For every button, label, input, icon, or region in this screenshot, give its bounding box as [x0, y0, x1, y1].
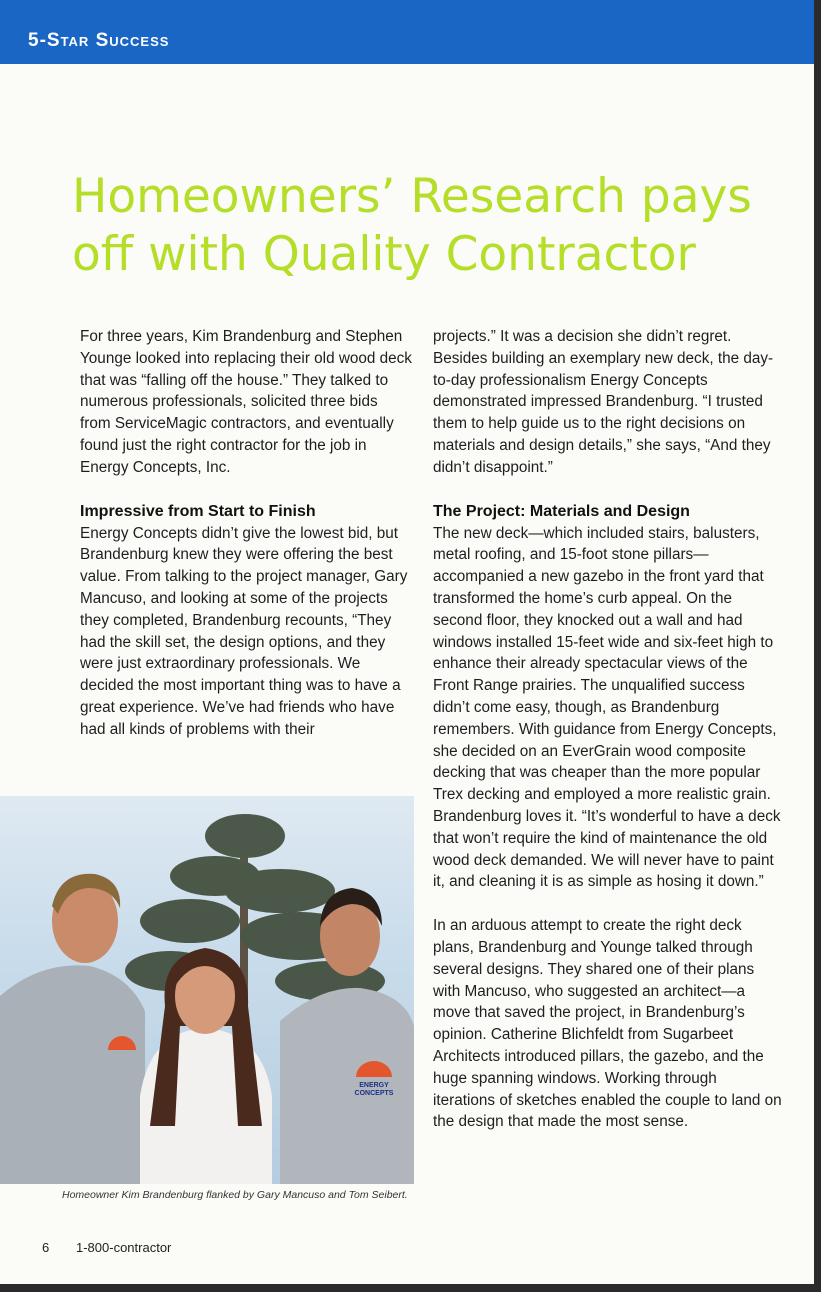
paragraph-best-value: Energy Concepts didn’t give the lowest bid, but Brandenburg knew they were offering the best value. From talking to the project manager, Gary Mancuso, and looking at some of the projects they completed, Brandenburg recounts, “They had the skill set, the design options, and they were just extraordinary professionals. We decided the most important thing was to have a great experience. We’ve had friends who have had all kinds of problems with their: [80, 524, 408, 738]
right-column: [433, 326, 783, 1133]
publication-name: 1-800-contractor: [76, 1240, 172, 1255]
page-number: 6: [42, 1240, 50, 1255]
article-headline: Homeowners’ Research pays off with Quality Contractor: [72, 169, 752, 282]
shirt-logo-text-1: ENERGY: [359, 1082, 389, 1089]
section-header-band: [0, 0, 814, 64]
section-title: 5-Star Success: [28, 30, 170, 51]
shirt-logo-text-2: CONCEPTS: [354, 1090, 394, 1097]
photo-caption: Homeowner Kim Brandenburg flanked by Gary Mancuso and Tom Seibert.: [62, 1189, 408, 1201]
subhead-materials-design: The Project: Materials and Design: [433, 502, 690, 520]
people-photo-illustration: [0, 796, 414, 1184]
paragraph-new-deck: The new deck—which included stairs, balusters, metal roofing, and 15-foot stone pillars—accompanied a new gazebo in the front yard that transformed the home’s curb appeal. On the second floor, they knocked out a wall and had windows installed 15-feet wide and six-feet high to enhance their already spectacular views of the Front Range prairies. The unqualified success didn’t come easy, though, as Brandenburg remembers. With guidance from Energy Concepts, she decided on an EverGrain wood composite decking that was cheaper than the more popular Trex decking and employed a more realistic grain. Brandenburg loves it. “It’s wonderful to have a deck that won’t require the kind of maintenance the old wood deck demanded. We will never have to paint it, and cleaning it is as simple as hosing it down.”: [433, 524, 781, 891]
intro-paragraph: For three years, Kim Brandenburg and Stephen Younge looked into replacing their old wood deck that was “falling off the house.” They talked to numerous professionals, solicited three bids from ServiceMagic contractors, and eventually found just the right contractor for the job in Energy Concepts, Inc.: [80, 328, 412, 476]
paragraph-deck-plans: In an arduous attempt to create the right deck plans, Brandenburg and Younge talked through several designs. They shared one of their plans with Mancuso, who suggested an architect—a move that saved the project, in Brandenburg’s opinion. Catherine Blichfeldt from Sugarbeet Architects introduced pillars, the gazebo, and the huge spanning windows. Working through iterations of sketches enabled the couple to land on the design that made the most sense.: [433, 917, 782, 1131]
left-column: [80, 326, 412, 741]
man-left: [0, 874, 145, 1184]
subhead-start-to-finish: Impressive from Start to Finish: [80, 502, 316, 520]
paragraph-no-regret: projects.” It was a decision she didn’t regret. Besides building an exemplary new deck, the day-to-day professionalism Energy Concepts demonstrated impressed Brandenburg. “I trusted them to help guide us to the right decisions on materials and design details,” she says, “And they didn’t disappoint.”: [433, 328, 774, 476]
article-photo: [0, 796, 414, 1184]
